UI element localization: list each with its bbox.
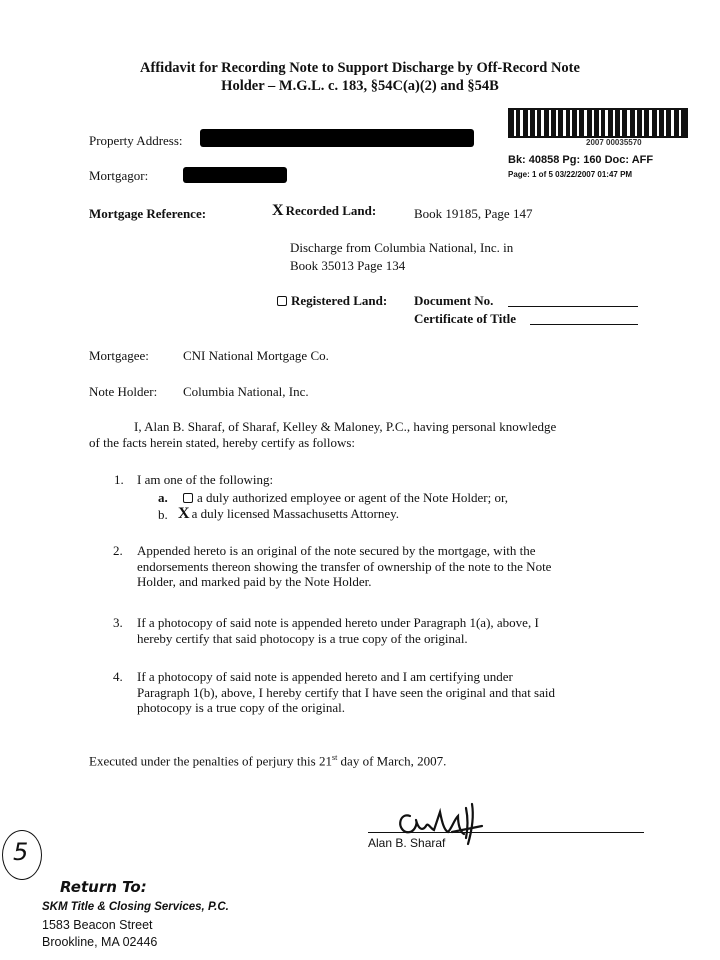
registered-land-option: [277, 293, 387, 309]
item1b-option: [178, 505, 399, 523]
item1a-text: a duly authorized employee or agent of the Note Holder; or,: [197, 490, 509, 505]
note-holder-label: Note Holder:: [89, 384, 158, 399]
executed-statement: Executed under the penalties of perjury this 21st day of March, 2007.: [89, 753, 447, 769]
recorded-land-option: [272, 202, 376, 220]
item3-paragraph: [137, 615, 539, 646]
discharge-line2: Book 35013 Page 134: [290, 258, 406, 273]
item1a-checkbox: [183, 493, 193, 503]
item1-number: 1.: [114, 472, 124, 487]
redacted-mortgagor: [183, 167, 287, 183]
document-no-line: [508, 306, 638, 307]
mortgagee-value: CNI National Mortgage Co.: [183, 348, 329, 363]
intro-line2: of the facts herein stated, hereby certify as follows:: [89, 435, 356, 450]
item2-line1: Appended hereto is an original of the note secured by the mortgage, with the: [137, 543, 536, 558]
item4-paragraph: [137, 669, 555, 716]
certificate-of-title-line: [530, 324, 638, 325]
return-street: 1583 Beacon Street: [42, 918, 153, 932]
registered-land-label: Registered Land:: [291, 293, 388, 308]
mortgagee-label: Mortgagee:: [89, 348, 149, 363]
item4-number: 4.: [113, 669, 123, 684]
signer-name: Alan B. Sharaf: [368, 836, 446, 850]
stamp-book-page: Bk: 40858 Pg: 160 Doc: AFF: [508, 154, 654, 166]
item2-paragraph: [137, 543, 551, 590]
certificate-of-title-label: Certificate of Title: [414, 311, 517, 326]
item3-line1: If a photocopy of said note is appended hereto under Paragraph 1(a), above, I: [137, 615, 539, 630]
redacted-property-address: [200, 129, 474, 147]
item2-number: 2.: [113, 543, 123, 558]
registered-land-checkbox: [277, 296, 287, 306]
item2-line2: endorsements thereon showing the transfer of ownership of the note to the Note: [137, 558, 552, 574]
return-city: Brookline, MA 02446: [42, 935, 158, 949]
property-address-label: Property Address:: [89, 133, 183, 148]
document-title-line1: Affidavit for Recording Note to Support Discharge by Off-Record Note: [140, 60, 580, 76]
recorded-land-checkmark: X: [272, 202, 284, 219]
recording-stamp: [508, 108, 708, 188]
document-title-line2: Holder – M.G.L. c. 183, §54C(a)(2) and §54B: [221, 78, 499, 94]
recorded-land-label: Recorded Land:: [285, 203, 377, 218]
signature-line: [368, 832, 644, 833]
item1a-letter: a.: [158, 490, 168, 505]
item1b-letter: b.: [158, 507, 168, 522]
document-no-label: Document No.: [414, 293, 494, 308]
item2-line3: Holder, and marked paid by the Note Holder.: [137, 574, 372, 589]
item1b-checkmark: X: [178, 505, 190, 522]
item1-text: I am one of the following:: [137, 472, 274, 487]
item4-line2: Paragraph 1(b), above, I hereby certify that I have seen the original and that said: [137, 684, 555, 700]
note-holder-value: Columbia National, Inc.: [183, 384, 309, 399]
return-company: SKM Title & Closing Services, P.C.: [42, 901, 229, 913]
item4-line3: photocopy is a true copy of the original.: [137, 700, 345, 715]
discharge-line1: Discharge from Columbia National, Inc. in: [290, 240, 514, 255]
item1b-text: a duly licensed Massachusetts Attorney.: [191, 506, 400, 521]
item4-line1: If a photocopy of said note is appended hereto and I am certifying under: [137, 669, 513, 684]
item3-number: 3.: [113, 615, 123, 630]
barcode-icon: [508, 108, 688, 138]
recorded-land-book-page: Book 19185, Page 147: [414, 206, 533, 221]
stamp-date: Page: 1 of 5 03/22/2007 01:47 PM: [508, 170, 633, 179]
stamp-number: 2007 00035570: [586, 138, 642, 147]
intro-line1: I, Alan B. Sharaf, of Sharaf, Kelley & Maloney, P.C., having personal knowledge: [134, 419, 557, 434]
mortgagor-label: Mortgagor:: [89, 168, 149, 183]
mortgage-reference-label: Mortgage Reference:: [89, 206, 207, 221]
item1a-option: [183, 490, 508, 506]
page-number: 5: [13, 838, 29, 866]
item3-line2: hereby certify that said photocopy is a true copy of the original.: [137, 630, 468, 646]
return-to-note: Return To:: [60, 878, 147, 896]
